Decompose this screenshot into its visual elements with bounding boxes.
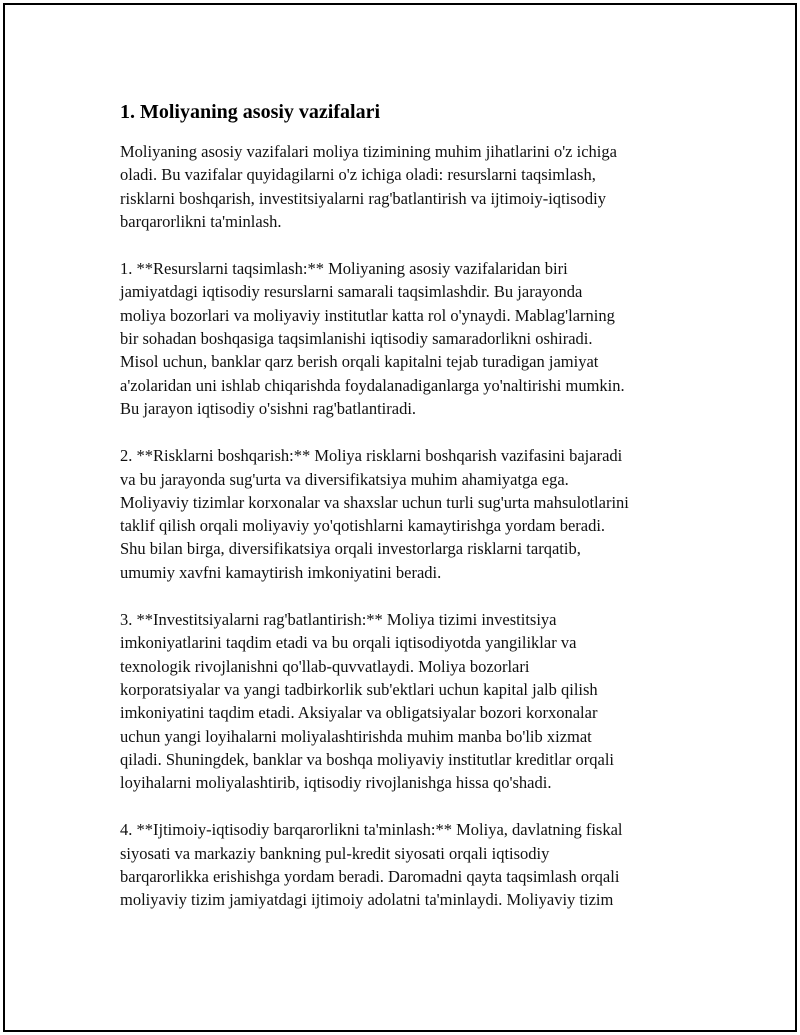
paragraph-socioeconomic-stability: 4. **Ijtimoiy-iqtisodiy barqarorlikni ta'minlash:** Moliya, davlatning fiskal siyosati va markaziy bankning pul-kredit siyosati orqali iqtisodiy barqarorlikka erishishga yordam beradi. Daromadni qayta taqsimlash orqali moliyaviy tizim jamiyatdagi ijtimoiy adolatni ta'minlaydi. Moliyaviy tizim bbox=[120, 820, 623, 910]
document-body bbox=[120, 98, 700, 936]
section-heading: 1. Moliyaning asosiy vazifalari bbox=[120, 101, 380, 123]
paragraph-resource-allocation: 1. **Resurslarni taqsimlash:** Moliyaning asosiy vazifalaridan biri jamiyatdagi iqtisodiy resurslarni samarali taqsimlashdir. Bu jarayonda moliya bozorlari va moliyaviy institutlar katta rol o'ynaydi. Mablag'larning bir sohadan boshqasiga taqsimlanishi iqtisodiy samaradorlikni oshiradi. Misol uchun, banklar qarz berish orqali kapitalni tejab turadigan jamiyat a'zolaridan uni ishlab chiqarishda foydalanadiganlarga yo'naltirishi mumkin. Bu jarayon iqtisodiy o'sishni rag'batlantiradi. bbox=[120, 259, 625, 418]
page-frame bbox=[3, 3, 797, 1032]
paragraph-investment-stimulation: 3. **Investitsiyalarni rag'batlantirish:** Moliya tizimi investitsiya imkoniyatlarini taqdim etadi va bu orqali iqtisodiyotda yangiliklar va texnologik rivojlanishni qo'llab-quvvatlaydi. Moliya bozorlari korporatsiyalar va yangi tadbirkorlik sub'ektlari uchun kapital jalb qilish imkoniyatini taqdim etadi. Aksiyalar va obligatsiyalar bozori korxonalar uchun yangi loyihalarni moliyalashtirishda muhim manba bo'lib xizmat qiladi. Shuningdek, banklar va boshqa moliyaviy institutlar kreditlar orqali loyihalarni moliyalashtirib, iqtisodiy rivojlanishga hissa qo'shadi. bbox=[120, 610, 614, 793]
intro-paragraph: Moliyaning asosiy vazifalari moliya tizimining muhim jihatlarini o'z ichiga oladi. Bu vazifalar quyidagilarni o'z ichiga oladi: resurslarni taqsimlash, risklarni boshqarish, investitsiyalarni rag'batlantirish va ijtimoiy-iqtisodiy barqarorlikni ta'minlash. bbox=[120, 142, 617, 231]
paragraph-risk-management: 2. **Risklarni boshqarish:** Moliya risklarni boshqarish vazifasini bajaradi va bu jarayonda sug'urta va diversifikatsiya muhim ahamiyatga ega. Moliyaviy tizimlar korxonalar va shaxslar uchun turli sug'urta mahsulotlarini taklif qilish orqali moliyaviy yo'qotishlarni kamaytirishga yordam beradi. Shu bilan birga, diversifikatsiya orqali investorlarga risklarni tarqatib, umumiy xavfni kamaytirish imkoniyatini beradi. bbox=[120, 446, 629, 582]
